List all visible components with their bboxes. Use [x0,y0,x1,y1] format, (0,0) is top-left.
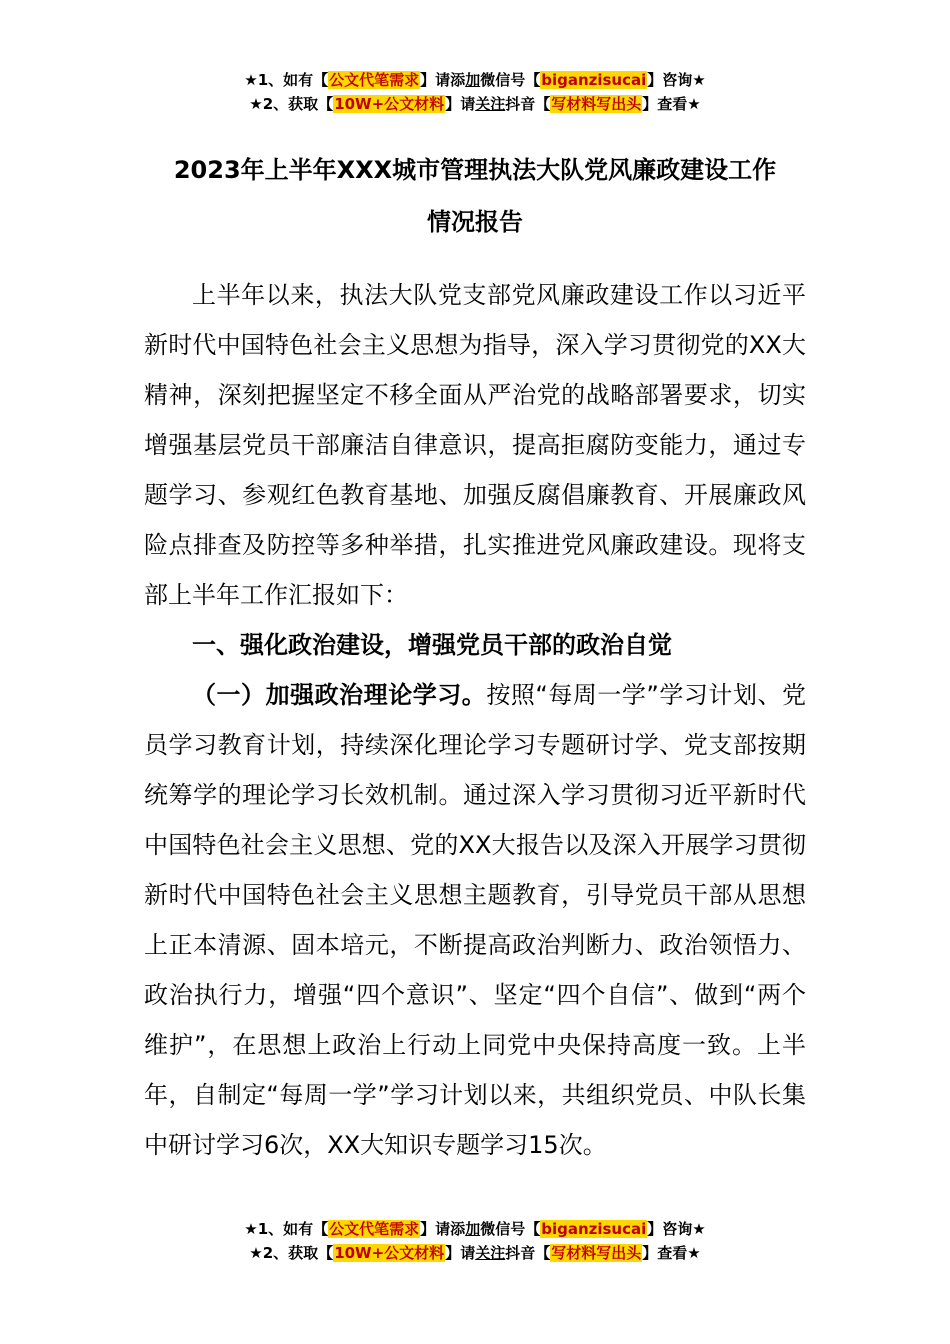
promo-line-1 [0,1217,950,1241]
document-title [130,144,820,248]
subsection-heading: （一）加强政治理论学习。 [192,681,487,709]
promo-highlight-wechat-id: biganzisucai [541,71,647,89]
promo-highlight-douyin: 写材料写出头 [551,95,642,113]
promo-line-2 [0,1241,950,1265]
promo-text: 】查看★ [642,95,701,113]
intro-paragraph: 上半年以来，执法大队党支部党风廉政建设工作以习近平新时代中国特色社会主义思想为指导，深入学习贯彻党的XX大精神，深刻把握坚定不移全面从严治党的战略部署要求，切实增强基层党员干部廉洁自律意识，提高拒腐防变能力，通过专题学习、参观红色教育基地、加强反腐倡廉教育、开展廉政风险点排查及防控等多种举措，扎实推进党风廉政建设。现将支部上半年工作汇报如下： [144,281,806,609]
subsection-body: 按照“每周一学”学习计划、党员学习教育计划，持续深化理论学习专题研讨学、党支部按期统筹学的理论学习长效机制。通过深入学习贯彻习近平新时代中国特色社会主义思想、党的XX大报告以及深入开展学习贯彻新时代中国特色社会主义思想主题教育，引导党员干部从思想上正本清源、固本培元，不断提高政治判断力、政治领悟力、政治执行力，增强“四个意识”、坚定“四个自信”、做到“两个维护”，在思想上政治上行动上同党中央保持高度一致。上半年，自制定“每周一学”学习计划以来，共组织党员、中队长集中研讨学习6次，XX大知识专题学习15次。 [144,681,807,1159]
promo-text: 微信号【 [480,1220,541,1238]
promo-text: 微信号【 [480,71,541,89]
promo-text: 】请添 [420,1220,466,1238]
top-promo-banner [0,68,950,116]
subsection-paragraph-1-1 [144,670,806,1170]
promo-text: 】请 [445,1244,476,1262]
bottom-promo-banner [0,1217,950,1265]
promo-text: 】请添 [420,71,466,89]
promo-line-1 [0,68,950,92]
section-heading-1: 一、强化政治建设，增强党员干部的政治自觉 [192,631,672,659]
document-body [144,270,806,1170]
promo-text: ★1、如有【 [244,71,329,89]
promo-highlight-service: 公文代笔需求 [329,1220,420,1238]
promo-text: ★1、如有【 [244,1220,329,1238]
promo-text: 抖音【 [505,95,551,113]
promo-text: ★2、获取【 [249,1244,334,1262]
promo-underlined-text: 加 [465,71,481,89]
promo-text: 】请 [445,95,476,113]
title-line-1: 2023年上半年XXX城市管理执法大队党风廉政建设工作 [173,156,777,184]
promo-text: 抖音【 [505,1244,551,1262]
promo-highlight-service: 公文代笔需求 [329,71,420,89]
promo-highlight-douyin: 写材料写出头 [551,1244,642,1262]
promo-line-2 [0,92,950,116]
promo-text: ★2、获取【 [249,95,334,113]
promo-underlined-text: 关注 [475,1244,506,1262]
promo-underlined-text: 关注 [475,95,506,113]
promo-text: 】咨询★ [647,1220,706,1238]
promo-text: 】咨询★ [647,71,706,89]
promo-underlined-text: 加 [465,1220,481,1238]
promo-highlight-wechat-id: biganzisucai [541,1220,647,1238]
promo-highlight-materials: 10W+公文材料 [334,95,445,113]
promo-text: 】查看★ [642,1244,701,1262]
promo-highlight-materials: 10W+公文材料 [334,1244,445,1262]
title-line-2: 情况报告 [427,208,523,236]
